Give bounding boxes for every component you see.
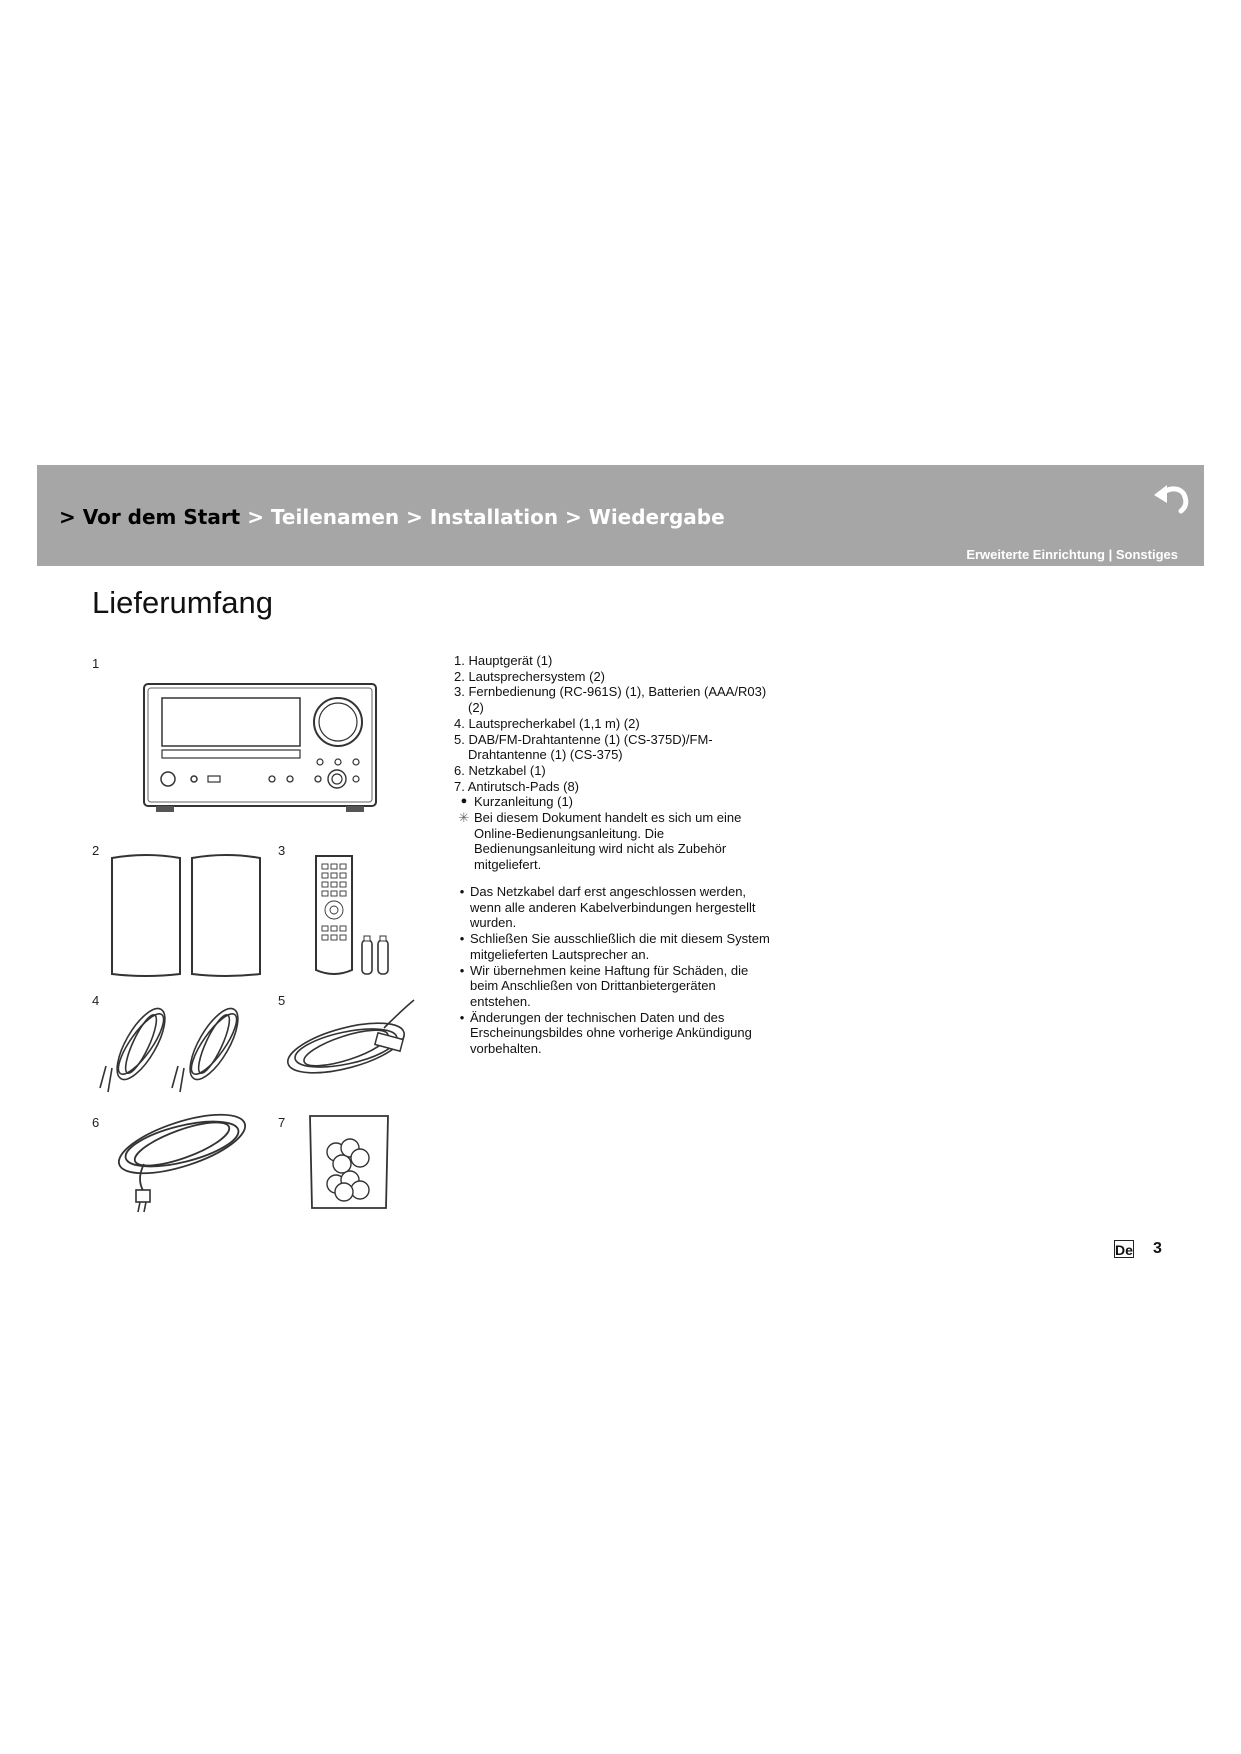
speakers-illustration: [108, 852, 268, 980]
note-line: mitgelieferten Lautsprecher an.: [470, 946, 650, 962]
anti-slip-pads-illustration: [306, 1112, 392, 1212]
figure-label: 4: [92, 993, 100, 1008]
page-number: 3: [1153, 1240, 1162, 1257]
note-line: Das Netzkabel darf erst angeschlossen werden,: [470, 884, 747, 899]
return-arrow-icon[interactable]: [1152, 481, 1190, 515]
crumb-installation[interactable]: > Installation: [399, 505, 559, 529]
note-line: mitgeliefert.: [474, 857, 542, 873]
note-item: [454, 963, 814, 1010]
crumb-vor-dem-start[interactable]: > Vor dem Start: [59, 505, 241, 529]
figure-label: 7: [278, 1115, 286, 1130]
quick-guide-item: [454, 794, 814, 810]
crumb-teilenamen[interactable]: > Teilenamen: [240, 505, 400, 529]
note-line: Schließen Sie ausschließlich die mit diesem System: [470, 931, 770, 947]
main-unit-illustration: [140, 678, 380, 816]
bullet-icon: ●: [460, 795, 468, 808]
note-line: beim Anschließen von Drittanbietergeräten: [470, 978, 716, 994]
asterisk-icon: ✳: [458, 810, 470, 826]
asterisk-note: [454, 810, 814, 873]
note-line: entstehen.: [470, 993, 531, 1009]
list-item: 4. Lautsprecherkabel (1,1 m) (2): [454, 715, 640, 731]
note-line: Bedienungsanleitung wird nicht als Zubehör: [474, 841, 727, 857]
quick-guide-label: Kurzanleitung (1): [474, 794, 573, 810]
bullet-icon: •: [459, 1009, 465, 1025]
list-item: (2): [468, 700, 484, 716]
list-item: 1. Hauptgerät (1): [454, 653, 553, 668]
notes-list: [454, 884, 814, 1057]
figure-label: 3: [278, 843, 286, 858]
note-line: Änderungen der technischen Daten und des: [470, 1009, 725, 1025]
note-item: [454, 1010, 814, 1057]
breadcrumb: [59, 505, 725, 529]
figure-label: 1: [92, 656, 100, 671]
header-bar: [37, 465, 1204, 566]
bullet-icon: •: [459, 884, 465, 899]
note-line: Wir übernehmen keine Haftung für Schäden, die: [470, 962, 749, 978]
speaker-cables-illustration: [96, 996, 266, 1096]
note-line: wenn alle anderen Kabelverbindungen hergestellt: [470, 899, 756, 915]
note-line: Bei diesem Dokument handelt es sich um eine: [474, 810, 742, 826]
crumb-wiedergabe[interactable]: > Wiedergabe: [558, 505, 725, 529]
bullet-icon: •: [459, 962, 465, 978]
note-line: wurden.: [470, 915, 517, 931]
figure-label: 5: [278, 993, 286, 1008]
list-item: 2. Lautsprechersystem (2): [454, 668, 606, 684]
note-line: Erscheinungsbildes ohne vorherige Ankündigung: [470, 1025, 752, 1041]
figure-label: 6: [92, 1115, 100, 1130]
page-title: Lieferumfang: [92, 585, 273, 620]
list-item: 6. Netzkabel (1): [454, 762, 546, 778]
language-badge: De: [1115, 1242, 1133, 1258]
list-item: 7. Antirutsch-Pads (8): [454, 778, 579, 794]
remote-and-batteries-illustration: [308, 852, 398, 980]
bullet-icon: •: [459, 931, 465, 947]
list-item: 5. DAB/FM-Drahtantenne (1) (CS-375D)/FM-: [454, 731, 713, 747]
note-item: [454, 931, 814, 962]
list-item: 3. Fernbedienung (RC-961S) (1), Batterien (AAA/R03): [454, 684, 767, 700]
figure-label: 2: [92, 843, 100, 858]
fm-antenna-illustration: [284, 996, 430, 1086]
note-line: vorbehalten.: [470, 1041, 542, 1057]
subnav-links[interactable]: Erweiterte Einrichtung | Sonstiges: [966, 547, 1178, 562]
list-item: Drahtantenne (1) (CS-375): [468, 747, 623, 763]
note-line: Online-Bedienungsanleitung. Die: [474, 825, 665, 841]
contents-list: [454, 653, 814, 873]
power-cord-illustration: [104, 1104, 254, 1216]
note-item: [454, 884, 814, 931]
